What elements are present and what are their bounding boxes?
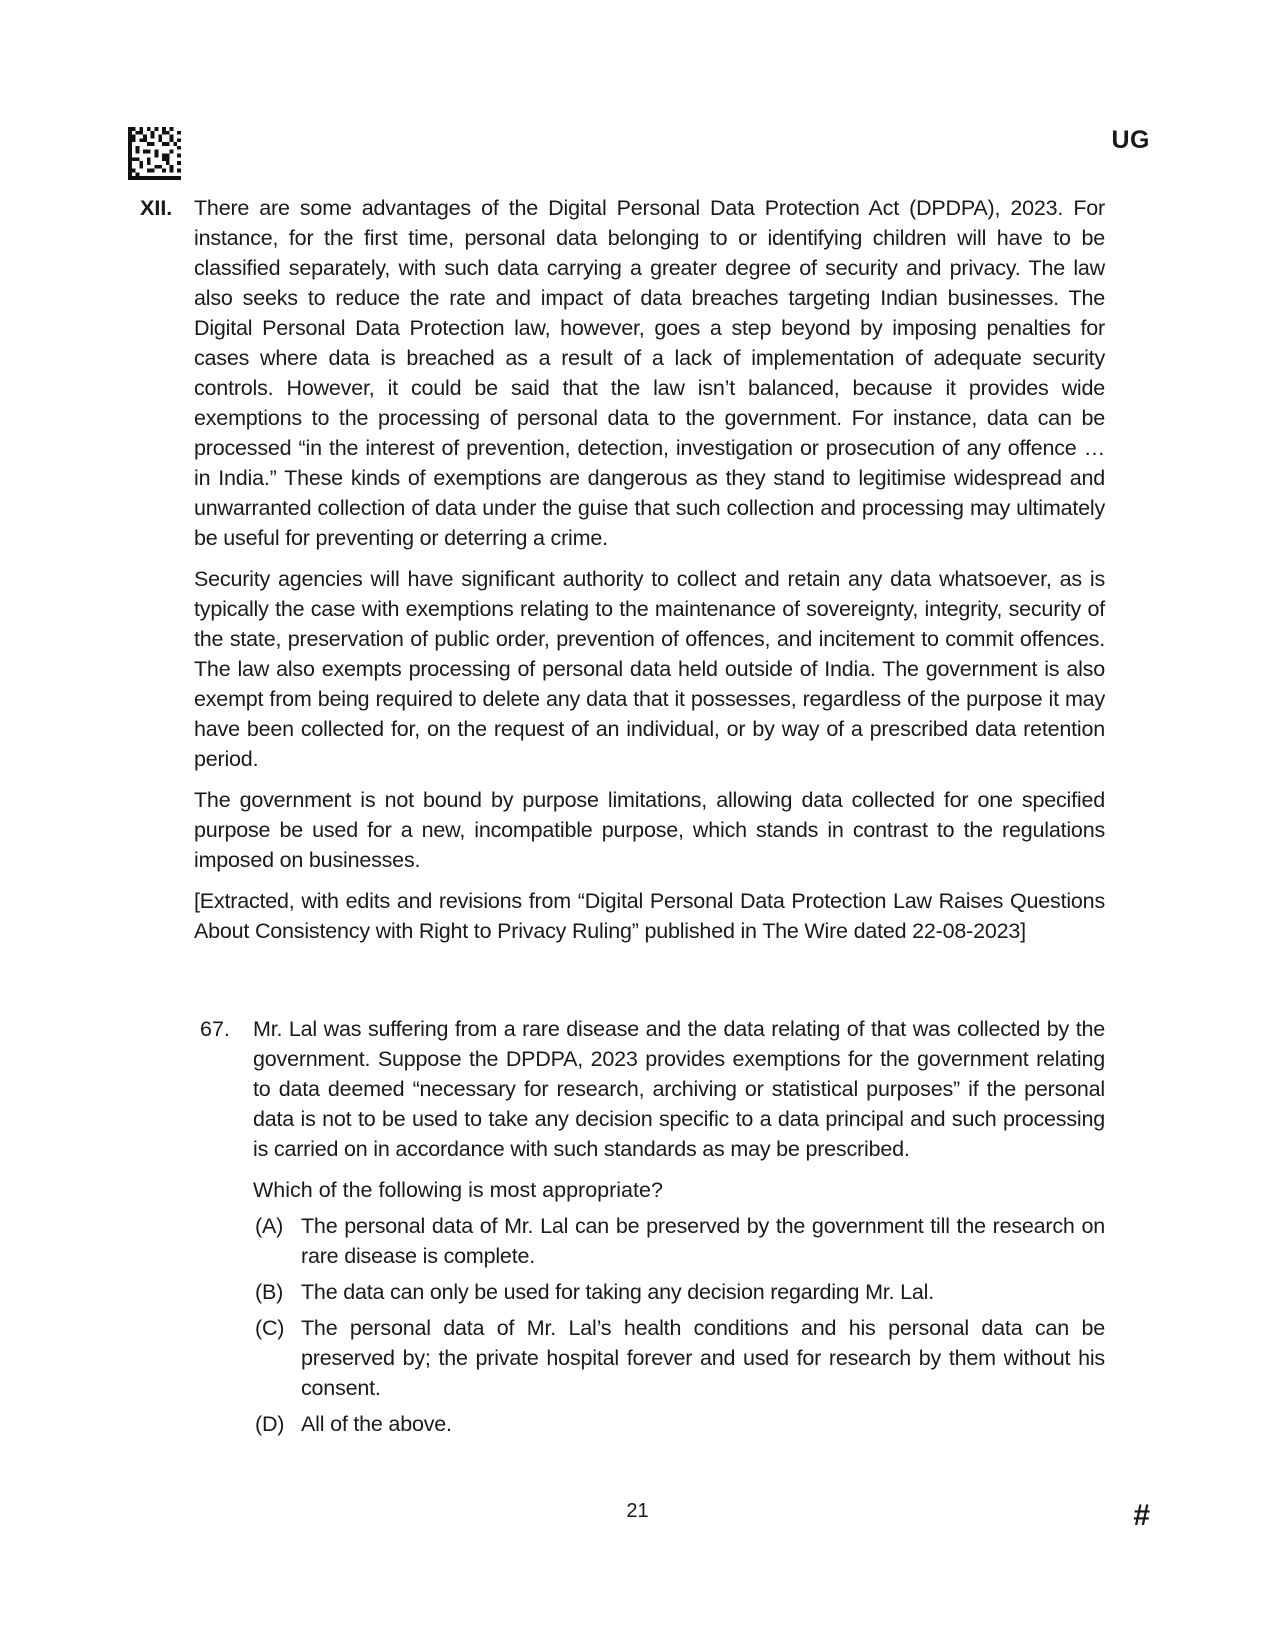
passage: [140, 193, 1105, 957]
page-number: 21: [626, 1500, 649, 1522]
option-text: The personal data of Mr. Lal’s health conditions and his personal data can be preserved by; the private hospital forever and used for research by them without his consent.: [301, 1316, 1105, 1400]
option-letter: (B): [255, 1280, 284, 1304]
option-letter: (D): [255, 1412, 285, 1436]
question-67: [200, 1014, 1105, 1445]
option-letter: (C): [255, 1316, 285, 1340]
option-text: All of the above.: [301, 1412, 452, 1436]
passage-source-citation: [Extracted, with edits and revisions from “Digital Personal Data Protection Law Raises Questions About Consistency with Right to Privacy Ruling” published in The Wire dated 22-08-2023]: [194, 889, 1105, 943]
option-b: [253, 1277, 1105, 1307]
option-letter: (A): [255, 1214, 284, 1238]
passage-paragraph: The government is not bound by purpose limitations, allowing data collected for one specified purpose be used for a new, incompatible purpose, which stands in contrast to the regulations imposed on businesses.: [194, 788, 1105, 872]
paper-code: UG: [1111, 126, 1150, 154]
option-d: [253, 1409, 1105, 1439]
question-number: 67.: [200, 1017, 230, 1041]
option-a: [253, 1211, 1105, 1271]
passage-paragraph: Security agencies will have significant authority to collect and retain any data whatsoever, as is typically the case with exemptions relating to the maintenance of sovereignty, integrity, security of the state, preservation of public order, prevention of offences, and incitement to commit offences. The law also exempts processing of personal data held outside of India. The government is also exempt from being required to delete any data that it possesses, regardless of the purpose it may have been collected for, on the request of an individual, or by way of a prescribed data retention period.: [194, 567, 1105, 771]
option-text: The data can only be used for taking any decision regarding Mr. Lal.: [301, 1280, 934, 1304]
option-c: [253, 1313, 1105, 1403]
question-stem: Mr. Lal was suffering from a rare disease and the data relating of that was collected by the government. Suppose the DPDPA, 2023 provides exemptions for the government relating to data deemed “necessary for research, archiving or statistical purposes” if the personal data is not to be used to take any decision specific to a data principal and such processing is carried on in accordance with such standards as may be prescribed.: [253, 1017, 1105, 1161]
option-text: The personal data of Mr. Lal can be preserved by the government till the research on rare disease is complete.: [301, 1214, 1105, 1268]
passage-paragraph: There are some advantages of the Digital Personal Data Protection Act (DPDPA), 2023. For instance, for the first time, personal data belonging to or identifying children will have to be classified separately, with such data carrying a greater degree of security and privacy. The law also seeks to reduce the rate and impact of data breaches targeting Indian businesses. The Digital Personal Data Protection law, however, goes a step beyond by imposing penalties for cases where data is breached as a result of a lack of implementation of adequate security controls. However, it could be said that the law isn’t balanced, because it provides wide exemptions to the processing of personal data to the government. For instance, data can be processed “in the interest of prevention, detection, investigation or prosecution of any offence … in India.” These kinds of exemptions are dangerous as they stand to legitimise widespread and unwarranted collection of data under the guise that such collection and processing may ultimately be useful for preventing or deterring a crime.: [194, 196, 1105, 550]
passage-number: XII.: [140, 196, 173, 220]
datamatrix-code-icon: [128, 127, 181, 180]
page-mark: #: [1133, 1499, 1150, 1532]
question-prompt: Which of the following is most appropriate?: [253, 1178, 663, 1202]
